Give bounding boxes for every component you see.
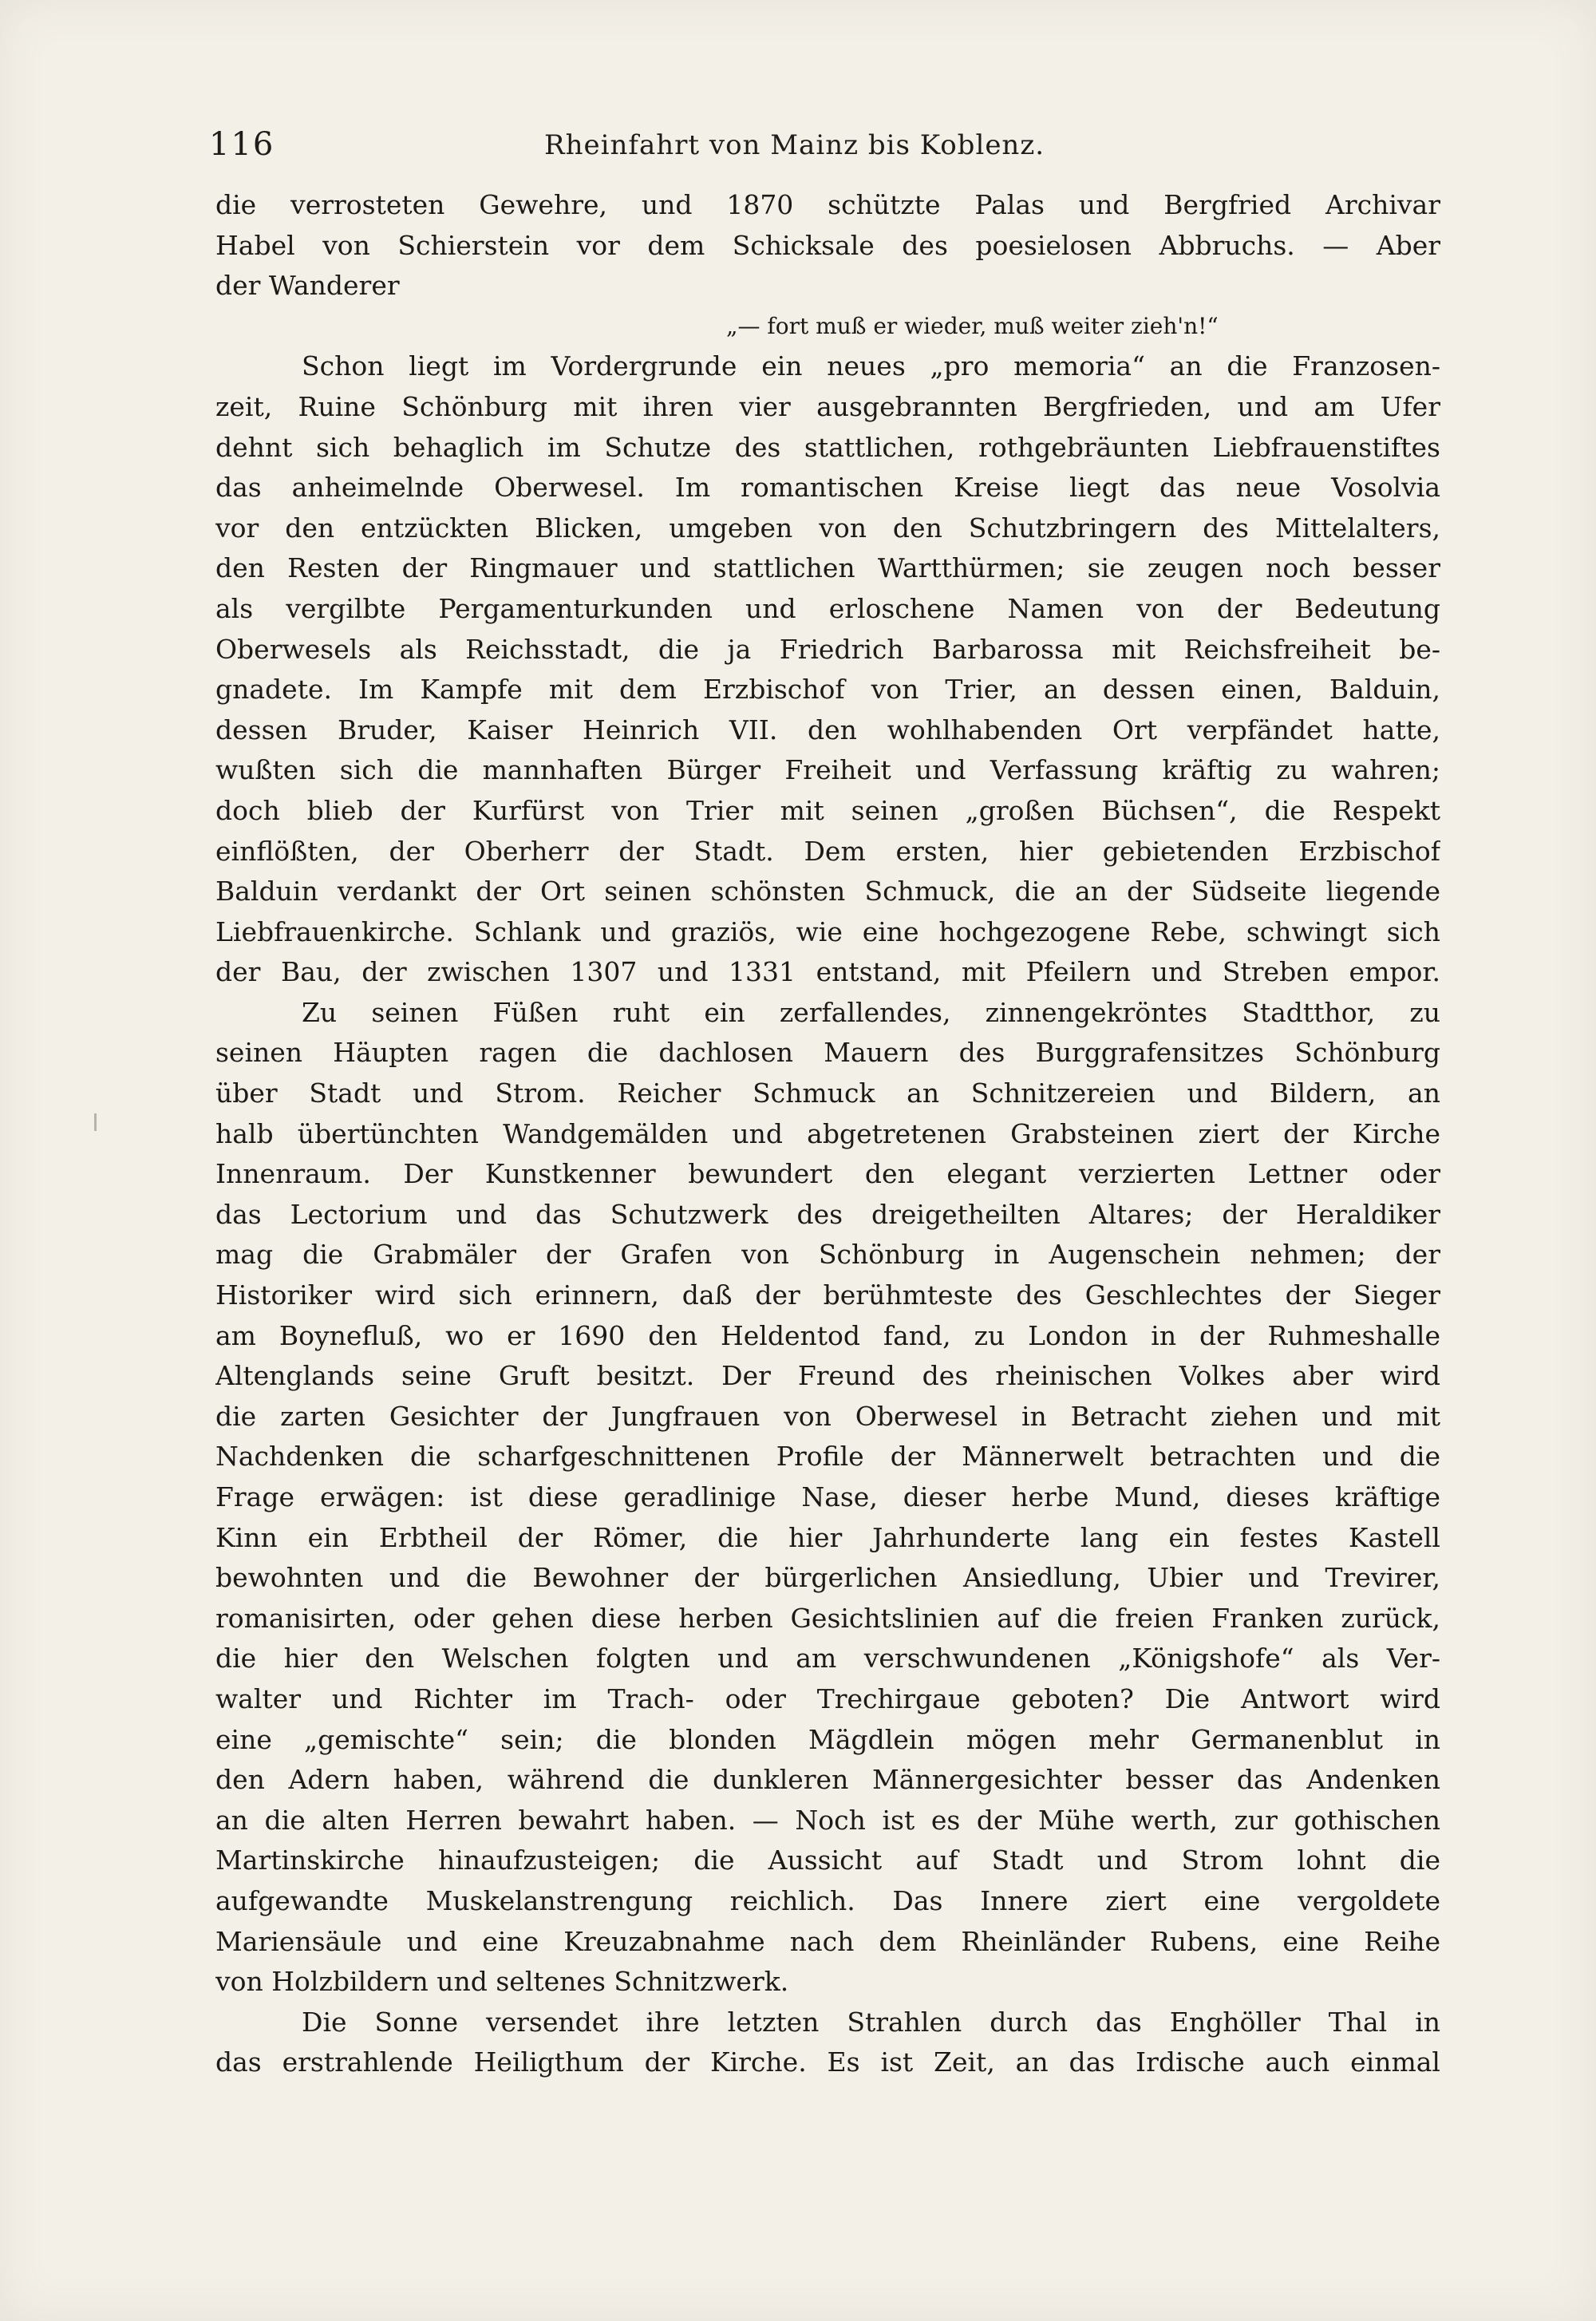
text-line: eine „gemischte“ sein; die blonden Mägdlein mögen mehr Germanenblut in [215, 1723, 1440, 1755]
text-line: Frage erwägen: ist diese geradlinige Nase, dieser herbe Mund, dieses kräftige [215, 1481, 1440, 1512]
text-line: an die alten Herren bewahrt haben. — Noch ist es der Mühe werth, zur gothischen [215, 1804, 1440, 1836]
text-line: wußten sich die mannhaften Bürger Freiheit und Verfassung kräftig zu wahren; [215, 754, 1440, 786]
running-head: Rheinfahrt von Mainz bis Koblenz. [544, 129, 1045, 161]
text-line: der Wanderer [215, 270, 400, 302]
text-line: zeit, Ruine Schönburg mit ihren vier ausgebrannten Bergfrieden, und am Ufer [215, 390, 1440, 422]
text-line: Liebfrauenkirche. Schlank und graziös, wie eine hochgezogene Rebe, schwingt sich [215, 915, 1440, 947]
text-line: Mariensäule und eine Kreuzabnahme nach dem Rheinländer Rubens, eine Reihe [215, 1925, 1440, 1957]
text-line: das erstrahlende Heiligthum der Kirche. Es ist Zeit, an das Irdische auch einmal [215, 2046, 1440, 2078]
text-line: Kinn ein Erbtheil der Römer, die hier Jahrhunderte lang ein festes Kastell [215, 1521, 1440, 1553]
verse-quote-line: „— fort muß er wieder, muß weiter zieh'n!“ [726, 312, 1219, 339]
text-line: romanisirten, oder gehen diese herben Gesichtslinien auf die freien Franken zurück, [215, 1602, 1440, 1634]
body-text [215, 185, 1440, 2083]
text-line: Zu seinen Füßen ruht ein zerfallendes, zinnengekröntes Stadtthor, zu [302, 996, 1440, 1028]
text-line: doch blieb der Kurfürst von Trier mit seinen „großen Büchsen“, die Respekt [215, 794, 1440, 826]
text-line: dehnt sich behaglich im Schutze des stattlichen, rothgebräunten Liebfrauenstiftes [215, 431, 1440, 463]
text-line: der Bau, der zwischen 1307 und 1331 entstand, mit Pfeilern und Streben empor. [215, 956, 1440, 988]
page-header [209, 126, 1446, 174]
text-line: die zarten Gesichter der Jungfrauen von Oberwesel in Betracht ziehen und mit [215, 1400, 1440, 1432]
text-line: Balduin verdankt der Ort seinen schönsten Schmuck, die an der Südseite liegende [215, 876, 1440, 907]
text-line: einflößten, der Oberherr der Stadt. Dem ersten, hier gebietenden Erzbischof [215, 835, 1440, 867]
text-line: Schon liegt im Vordergrunde ein neues „pro memoria“ an die Franzosen- [302, 350, 1440, 382]
text-line: Altenglands seine Gruft besitzt. Der Freund des rheinischen Volkes aber wird [215, 1360, 1440, 1392]
text-line: bewohnten und die Bewohner der bürgerlichen Ansiedlung, Ubier und Trevirer, [215, 1562, 1440, 1594]
text-line: als vergilbte Pergamenturkunden und erloschene Namen von der Bedeutung [215, 592, 1440, 624]
margin-mark [94, 1113, 97, 1131]
text-line: Nachdenken die scharfgeschnittenen Profile der Männerwelt betrachten und die [215, 1441, 1440, 1473]
text-line: Oberwesels als Reichsstadt, die ja Friedrich Barbarossa mit Reichsfreiheit be- [215, 633, 1440, 665]
text-line: mag die Grabmäler der Grafen von Schönburg in Augenschein nehmen; der [215, 1239, 1440, 1271]
text-line: über Stadt und Strom. Reicher Schmuck an Schnitzereien und Bildern, an [215, 1077, 1440, 1109]
text-line: Die Sonne versendet ihre letzten Strahlen durch das Enghöller Thal in [302, 2006, 1440, 2038]
text-line: halb übertünchten Wandgemälden und abgetretenen Grabsteinen ziert der Kirche [215, 1117, 1440, 1149]
text-line: Habel von Schierstein vor dem Schicksale des poesielosen Abbruchs. — Aber [215, 229, 1440, 261]
text-line: den Resten der Ringmauer und stattlichen Wartthürmen; sie zeugen noch besser [215, 552, 1440, 584]
text-line: das anheimelnde Oberwesel. Im romantischen Kreise liegt das neue Vosolvia [215, 472, 1440, 504]
text-line: seinen Häupten ragen die dachlosen Mauern des Burggrafensitzes Schönburg [215, 1037, 1440, 1069]
text-line: die hier den Welschen folgten und am verschwundenen „Königshofe“ als Ver- [215, 1643, 1440, 1675]
text-line: den Adern haben, während die dunkleren Männergesichter besser das Andenken [215, 1764, 1440, 1796]
text-line: dessen Bruder, Kaiser Heinrich VII. den wohlhabenden Ort verpfändet hatte, [215, 714, 1440, 745]
text-line: Innenraum. Der Kunstkenner bewundert den elegant verzierten Lettner oder [215, 1158, 1440, 1190]
text-line: gnadete. Im Kampfe mit dem Erzbischof von Trier, an dessen einen, Balduin, [215, 674, 1440, 706]
page-number: 116 [209, 126, 275, 163]
text-line: die verrosteten Gewehre, und 1870 schützte Palas und Bergfried Archivar [215, 189, 1440, 220]
text-line: aufgewandte Muskelanstrengung reichlich. Das Innere ziert eine vergoldete [215, 1884, 1440, 1916]
text-line: walter und Richter im Trach- oder Trechirgaue geboten? Die Antwort wird [215, 1682, 1440, 1714]
text-line: das Lectorium und das Schutzwerk des dreigetheilten Altares; der Heraldiker [215, 1198, 1440, 1230]
text-line: vor den entzückten Blicken, umgeben von den Schutzbringern des Mittelalters, [215, 512, 1440, 544]
text-line: von Holzbildern und seltenes Schnitzwerk. [215, 1966, 789, 1998]
text-line: Historiker wird sich erinnern, daß der berühmteste des Geschlechtes der Sieger [215, 1279, 1440, 1311]
text-line: Martinskirche hinaufzusteigen; die Aussicht auf Stadt und Strom lohnt die [215, 1845, 1440, 1876]
text-line: am Boynefluß, wo er 1690 den Heldentod fand, zu London in der Ruhmeshalle [215, 1319, 1440, 1351]
